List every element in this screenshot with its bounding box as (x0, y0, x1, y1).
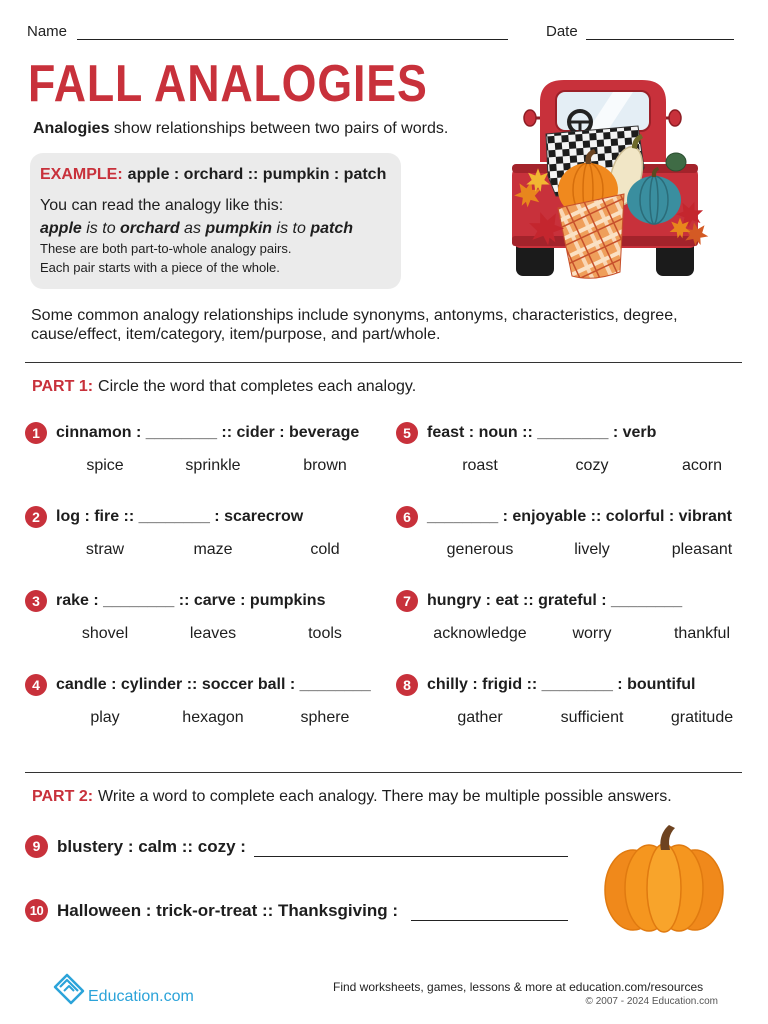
reading-word: orchard (120, 220, 180, 237)
answer-option: gratitude (670, 709, 734, 726)
question-4 (25, 674, 385, 734)
question-prompt: rake : ________ :: carve : pumpkins (56, 592, 326, 609)
part2-instruction: Write a word to complete each analogy. There may be multiple possible answers. (98, 788, 672, 805)
answer-option: acknowledge (433, 625, 527, 642)
section-divider (25, 772, 742, 773)
question-6 (396, 506, 756, 566)
intro-text (33, 120, 448, 138)
answer-option: hexagon (182, 709, 244, 726)
question-8 (396, 674, 756, 734)
page-title: FALL ANALOGIES (28, 55, 428, 113)
answer-option: sufficient (560, 709, 624, 726)
answer-option: sphere (300, 709, 350, 726)
question-prompt: blustery : calm :: cozy : (57, 837, 246, 856)
question-number-badge: 10 (25, 899, 48, 922)
reading-connector: as (179, 220, 206, 237)
education-logo-text: Education.com (88, 988, 194, 1005)
example-note: Each pair starts with a piece of the whole. (40, 260, 280, 275)
answer-blank-line[interactable] (254, 856, 568, 857)
question-prompt: cinnamon : ________ :: cider : beverage (56, 424, 360, 441)
example-heading (40, 166, 386, 184)
relationships-text: Some common analogy relationships include synonyms, antonyms, characteristics, degree, (31, 307, 678, 324)
answer-option: brown (303, 457, 347, 474)
question-number-badge: 3 (25, 590, 47, 612)
question-2 (25, 506, 385, 566)
reading-connector: is to (81, 220, 121, 237)
question-number-badge: 2 (25, 506, 47, 528)
question-7 (396, 590, 756, 650)
question-prompt: feast : noun :: ________ : verb (427, 424, 657, 441)
question-prompt: chilly : frigid :: ________ : bountiful (427, 676, 696, 693)
answer-blank-line[interactable] (411, 920, 568, 921)
question-number-badge: 8 (396, 674, 418, 696)
question-5 (396, 422, 756, 482)
reading-word: apple (40, 220, 82, 237)
question-number-badge: 5 (396, 422, 418, 444)
answer-option: straw (85, 541, 125, 558)
example-read-intro: You can read the analogy like this: (40, 197, 284, 214)
answer-option: lively (574, 541, 610, 558)
reading-connector: is to (272, 220, 311, 237)
relationships-text: cause/effect, item/category, item/purpose, and part/whole. (31, 326, 441, 343)
reading-word: patch (310, 220, 353, 237)
answer-option: worry (572, 625, 612, 642)
answer-option: cold (310, 541, 340, 558)
question-prompt: log : fire :: ________ : scarecrow (56, 508, 304, 525)
example-analogy: apple : orchard :: pumpkin : patch (127, 166, 387, 183)
education-logo-icon (52, 970, 86, 1006)
answer-option: acorn (681, 457, 723, 474)
part2-label: PART 2: (32, 788, 94, 805)
part1-label: PART 1: (32, 378, 94, 395)
answer-option: gather (457, 709, 503, 726)
question-number-badge: 9 (25, 835, 48, 858)
example-note: These are both part-to-whole analogy pairs. (40, 241, 292, 256)
name-label: Name (27, 23, 68, 40)
answer-option: shovel (81, 625, 129, 642)
answer-option: sprinkle (185, 457, 241, 474)
date-blank-line[interactable] (586, 39, 734, 40)
question-prompt: ________ : enjoyable :: colorful : vibrant (427, 508, 732, 525)
question-number-badge: 6 (396, 506, 418, 528)
example-label: EXAMPLE: (40, 166, 123, 183)
intro-description: show relationships between two pairs of words. (109, 120, 449, 137)
intro-term: Analogies (33, 120, 110, 137)
answer-option: generous (446, 541, 514, 558)
name-blank-line[interactable] (77, 39, 508, 40)
reading-word: pumpkin (205, 220, 273, 237)
question-prompt: hungry : eat :: grateful : ________ (427, 592, 683, 609)
section-divider (25, 362, 742, 363)
part1-instruction: Circle the word that completes each analogy. (98, 378, 417, 395)
question-number-badge: 1 (25, 422, 47, 444)
part1-heading (32, 378, 416, 396)
answer-option: tools (308, 625, 342, 642)
part2-heading (32, 788, 672, 806)
answer-option: play (90, 709, 120, 726)
question-1 (25, 422, 385, 482)
answer-option: thankful (673, 625, 731, 642)
example-box (30, 153, 401, 289)
question-prompt: candle : cylinder :: soccer ball : ________ (56, 676, 371, 693)
answer-option: cozy (575, 457, 609, 474)
answer-option: spice (86, 457, 124, 474)
example-reading (40, 220, 353, 238)
pickup-truck-with-pumpkins-icon (508, 76, 713, 281)
plaid-blanket (558, 194, 624, 278)
answer-option: pleasant (671, 541, 733, 558)
question-prompt: Halloween : trick-or-treat :: Thanksgiving : (57, 901, 398, 920)
question-number-badge: 7 (396, 590, 418, 612)
green-leaf (666, 153, 686, 171)
answer-option: leaves (189, 625, 237, 642)
answer-option: roast (462, 457, 498, 474)
footer-copyright: © 2007 - 2024 Education.com (585, 996, 718, 1007)
pumpkin-icon (603, 822, 725, 934)
date-label: Date (546, 23, 578, 40)
question-number-badge: 4 (25, 674, 47, 696)
question-3 (25, 590, 385, 650)
answer-option: maze (193, 541, 233, 558)
footer-tagline: Find worksheets, games, lessons & more at education.com/resources (333, 980, 704, 994)
